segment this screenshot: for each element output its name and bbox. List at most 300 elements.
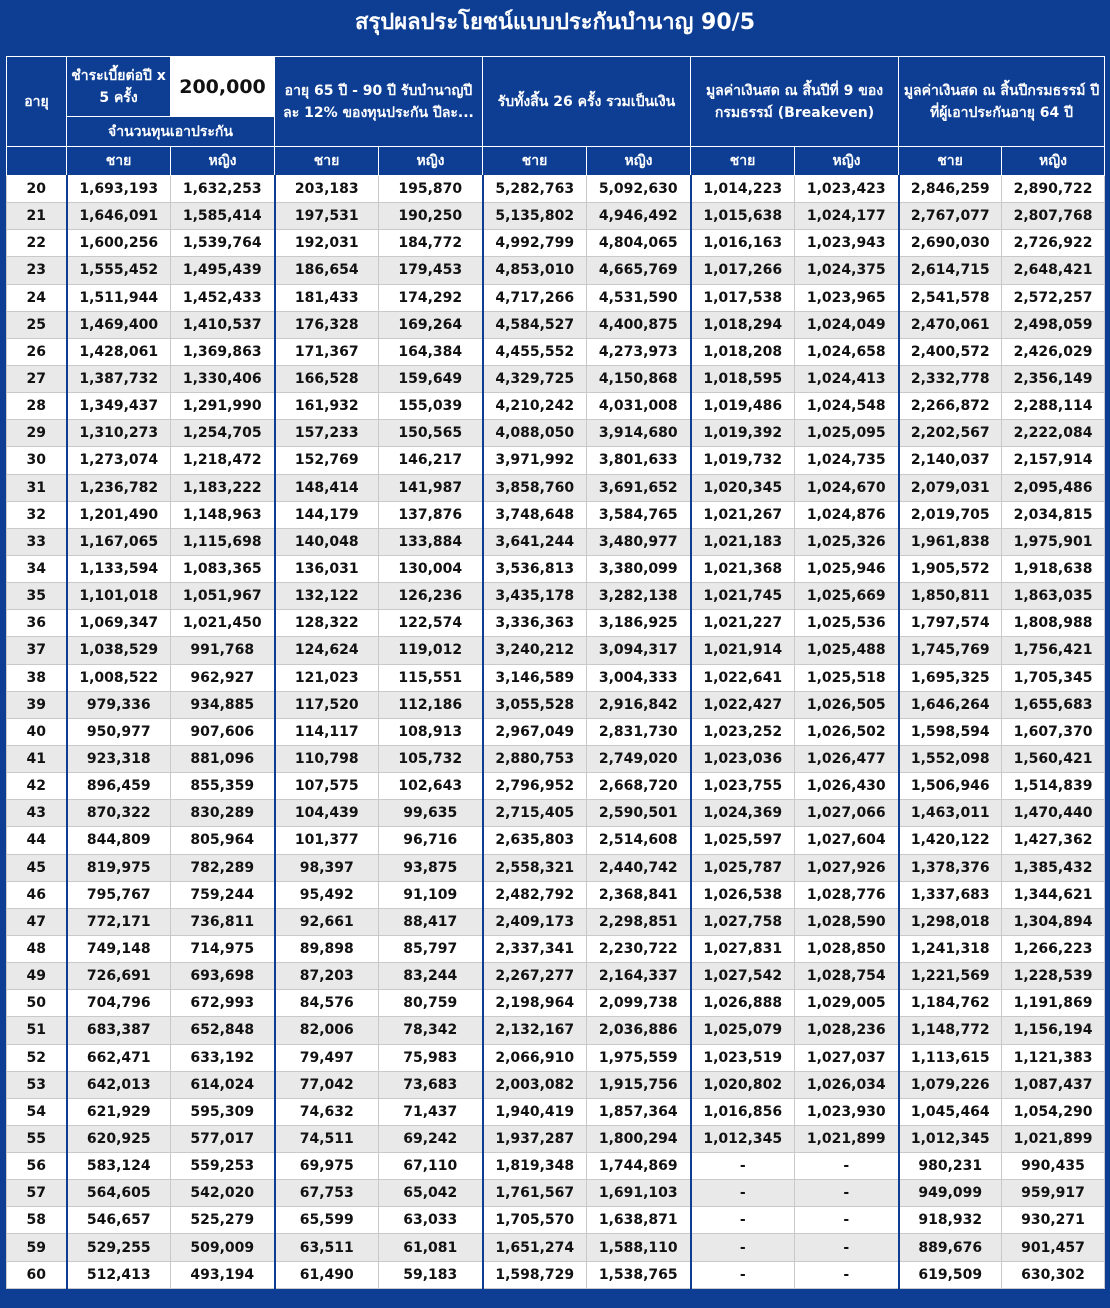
- cell-total-male: 5,282,763: [483, 176, 587, 203]
- cell-cash9-female: -: [795, 1180, 899, 1207]
- cell-annuity-male: 171,367: [275, 338, 379, 365]
- cell-cash64-female: 2,288,114: [1002, 393, 1105, 420]
- cell-cash9-male: 1,023,036: [691, 745, 795, 772]
- cell-cash64-male: 1,646,264: [899, 691, 1002, 718]
- cell-annuity-female: 105,732: [379, 745, 483, 772]
- cell-total-male: 3,240,212: [483, 637, 587, 664]
- cell-annuity-female: 179,453: [379, 257, 483, 284]
- cell-cash9-male: 1,020,802: [691, 1071, 795, 1098]
- cell-premium-female: 714,975: [171, 935, 275, 962]
- cell-cash9-female: 1,026,502: [795, 718, 899, 745]
- cell-cash64-male: 1,745,769: [899, 637, 1002, 664]
- cell-cash64-female: 1,560,421: [1002, 745, 1105, 772]
- cell-cash64-female: 1,156,194: [1002, 1017, 1105, 1044]
- cell-total-female: 1,691,103: [587, 1180, 691, 1207]
- cell-premium-female: 759,244: [171, 881, 275, 908]
- cell-total-male: 2,003,082: [483, 1071, 587, 1098]
- cell-annuity-male: 197,531: [275, 203, 379, 230]
- cell-total-female: 2,099,738: [587, 990, 691, 1017]
- cell-total-male: 2,409,173: [483, 908, 587, 935]
- cell-cash64-male: 1,113,615: [899, 1044, 1002, 1071]
- cell-annuity-female: 73,683: [379, 1071, 483, 1098]
- cell-age: 45: [7, 854, 67, 881]
- cell-age: 49: [7, 963, 67, 990]
- cell-annuity-male: 74,511: [275, 1125, 379, 1152]
- cell-cash64-male: 2,400,572: [899, 338, 1002, 365]
- table-row: [7, 176, 1105, 203]
- cell-age: 56: [7, 1153, 67, 1180]
- cell-total-female: 3,380,099: [587, 555, 691, 582]
- cell-premium-male: 642,013: [67, 1071, 171, 1098]
- cell-total-female: 1,915,756: [587, 1071, 691, 1098]
- cell-premium-male: 1,133,594: [67, 555, 171, 582]
- table-row: [7, 637, 1105, 664]
- cell-annuity-male: 132,122: [275, 583, 379, 610]
- cell-premium-male: 621,929: [67, 1098, 171, 1125]
- cell-total-female: 4,665,769: [587, 257, 691, 284]
- cell-annuity-female: 184,772: [379, 230, 483, 257]
- cell-cash9-male: 1,021,183: [691, 528, 795, 555]
- cell-annuity-female: 164,384: [379, 338, 483, 365]
- cell-premium-female: 693,698: [171, 963, 275, 990]
- cell-annuity-male: 67,753: [275, 1180, 379, 1207]
- cell-cash64-female: 1,705,345: [1002, 664, 1105, 691]
- cell-cash9-male: -: [691, 1207, 795, 1234]
- cell-total-female: 2,514,608: [587, 827, 691, 854]
- cell-premium-male: 1,646,091: [67, 203, 171, 230]
- cell-annuity-male: 79,497: [275, 1044, 379, 1071]
- cell-premium-female: 1,218,472: [171, 447, 275, 474]
- cell-age: 47: [7, 908, 67, 935]
- cell-cash64-female: 930,271: [1002, 1207, 1105, 1234]
- cell-annuity-female: 195,870: [379, 176, 483, 203]
- cell-age: 54: [7, 1098, 67, 1125]
- cell-cash9-female: 1,025,669: [795, 583, 899, 610]
- cell-annuity-female: 85,797: [379, 935, 483, 962]
- cell-total-female: 2,749,020: [587, 745, 691, 772]
- cell-total-male: 2,132,167: [483, 1017, 587, 1044]
- cell-premium-female: 782,289: [171, 854, 275, 881]
- cell-annuity-female: 174,292: [379, 284, 483, 311]
- cell-cash64-female: 2,426,029: [1002, 338, 1105, 365]
- table-row: [7, 1180, 1105, 1207]
- cell-premium-male: 1,201,490: [67, 501, 171, 528]
- cell-annuity-male: 74,632: [275, 1098, 379, 1125]
- cell-cash64-male: 2,266,872: [899, 393, 1002, 420]
- cell-total-female: 4,531,590: [587, 284, 691, 311]
- cell-cash9-male: 1,021,267: [691, 501, 795, 528]
- table-row: [7, 963, 1105, 990]
- cell-total-male: 4,210,242: [483, 393, 587, 420]
- cell-cash9-male: 1,017,266: [691, 257, 795, 284]
- cell-cash64-female: 2,222,084: [1002, 420, 1105, 447]
- cell-annuity-female: 102,643: [379, 773, 483, 800]
- cell-premium-male: 1,511,944: [67, 284, 171, 311]
- premium-amount: 200,000: [171, 57, 275, 117]
- cell-total-female: 3,004,333: [587, 664, 691, 691]
- cell-cash64-male: 2,690,030: [899, 230, 1002, 257]
- cell-cash9-male: 1,025,597: [691, 827, 795, 854]
- cell-premium-male: 1,349,437: [67, 393, 171, 420]
- cell-premium-male: 896,459: [67, 773, 171, 800]
- cell-annuity-male: 104,439: [275, 800, 379, 827]
- cell-annuity-female: 67,110: [379, 1153, 483, 1180]
- cell-total-female: 1,800,294: [587, 1125, 691, 1152]
- cell-premium-male: 1,693,193: [67, 176, 171, 203]
- cell-cash64-male: 1,241,318: [899, 935, 1002, 962]
- cell-premium-female: 1,585,414: [171, 203, 275, 230]
- cell-premium-female: 934,885: [171, 691, 275, 718]
- cell-age: 42: [7, 773, 67, 800]
- cell-total-male: 1,705,570: [483, 1207, 587, 1234]
- cell-cash64-male: 1,337,683: [899, 881, 1002, 908]
- table-body: [7, 176, 1105, 1289]
- table-row: [7, 935, 1105, 962]
- table-row: [7, 501, 1105, 528]
- cell-total-female: 2,916,842: [587, 691, 691, 718]
- cell-cash9-female: 1,024,876: [795, 501, 899, 528]
- cell-premium-male: 1,008,522: [67, 664, 171, 691]
- cell-annuity-female: 141,987: [379, 474, 483, 501]
- cell-premium-female: 855,359: [171, 773, 275, 800]
- table-row: [7, 257, 1105, 284]
- cell-premium-male: 583,124: [67, 1153, 171, 1180]
- cell-annuity-male: 128,322: [275, 610, 379, 637]
- female-header: หญิง: [587, 147, 691, 176]
- table-row: [7, 230, 1105, 257]
- cell-premium-female: 1,369,863: [171, 338, 275, 365]
- cell-total-male: 4,992,799: [483, 230, 587, 257]
- cell-premium-male: 1,038,529: [67, 637, 171, 664]
- cell-cash64-male: 889,676: [899, 1234, 1002, 1261]
- cell-cash9-female: 1,024,375: [795, 257, 899, 284]
- cell-cash9-female: 1,025,946: [795, 555, 899, 582]
- cell-premium-female: 559,253: [171, 1153, 275, 1180]
- cell-cash9-male: 1,023,755: [691, 773, 795, 800]
- cell-annuity-female: 137,876: [379, 501, 483, 528]
- cell-annuity-female: 69,242: [379, 1125, 483, 1152]
- cell-cash9-female: 1,023,930: [795, 1098, 899, 1125]
- table-row: [7, 800, 1105, 827]
- cell-cash64-male: 1,552,098: [899, 745, 1002, 772]
- cell-cash64-female: 2,572,257: [1002, 284, 1105, 311]
- cell-premium-female: 907,606: [171, 718, 275, 745]
- cell-cash9-female: 1,024,177: [795, 203, 899, 230]
- cell-total-male: 1,651,274: [483, 1234, 587, 1261]
- cell-premium-male: 1,069,347: [67, 610, 171, 637]
- cell-total-male: 4,853,010: [483, 257, 587, 284]
- cell-cash9-male: 1,026,538: [691, 881, 795, 908]
- cell-total-male: 4,584,527: [483, 311, 587, 338]
- cell-age: 50: [7, 990, 67, 1017]
- cell-age: 23: [7, 257, 67, 284]
- cell-age: 37: [7, 637, 67, 664]
- cell-cash64-male: 1,378,376: [899, 854, 1002, 881]
- table-row: [7, 311, 1105, 338]
- cell-annuity-female: 59,183: [379, 1261, 483, 1288]
- cell-age: 27: [7, 365, 67, 392]
- cell-total-male: 2,337,341: [483, 935, 587, 962]
- cell-cash9-male: 1,018,208: [691, 338, 795, 365]
- cell-cash9-male: 1,022,641: [691, 664, 795, 691]
- cell-premium-male: 564,605: [67, 1180, 171, 1207]
- cell-cash9-female: -: [795, 1261, 899, 1288]
- cell-annuity-male: 69,975: [275, 1153, 379, 1180]
- cell-cash9-female: 1,024,548: [795, 393, 899, 420]
- cell-cash64-female: 1,655,683: [1002, 691, 1105, 718]
- cell-annuity-female: 91,109: [379, 881, 483, 908]
- cell-cash64-female: 990,435: [1002, 1153, 1105, 1180]
- cell-age: 22: [7, 230, 67, 257]
- cell-premium-male: 620,925: [67, 1125, 171, 1152]
- cell-cash64-female: 1,228,539: [1002, 963, 1105, 990]
- cell-annuity-female: 169,264: [379, 311, 483, 338]
- cell-premium-male: 1,236,782: [67, 474, 171, 501]
- cell-premium-female: 1,632,253: [171, 176, 275, 203]
- table-row: [7, 745, 1105, 772]
- cell-cash64-female: 1,054,290: [1002, 1098, 1105, 1125]
- cell-total-female: 4,031,008: [587, 393, 691, 420]
- table-row: [7, 555, 1105, 582]
- cell-cash64-female: 1,756,421: [1002, 637, 1105, 664]
- cell-annuity-male: 144,179: [275, 501, 379, 528]
- table-row: [7, 1153, 1105, 1180]
- cell-age: 30: [7, 447, 67, 474]
- cell-total-female: 3,282,138: [587, 583, 691, 610]
- cell-cash64-female: 1,266,223: [1002, 935, 1105, 962]
- table-row: [7, 393, 1105, 420]
- cell-total-male: 1,819,348: [483, 1153, 587, 1180]
- cell-premium-female: 991,768: [171, 637, 275, 664]
- cell-premium-female: 1,148,963: [171, 501, 275, 528]
- cell-annuity-female: 78,342: [379, 1017, 483, 1044]
- cell-premium-male: 1,101,018: [67, 583, 171, 610]
- cell-cash9-male: 1,025,079: [691, 1017, 795, 1044]
- cell-premium-male: 979,336: [67, 691, 171, 718]
- cell-premium-male: 1,273,074: [67, 447, 171, 474]
- cell-age: 21: [7, 203, 67, 230]
- table-row: [7, 881, 1105, 908]
- cell-premium-male: 529,255: [67, 1234, 171, 1261]
- table-row: [7, 827, 1105, 854]
- cell-premium-male: 1,469,400: [67, 311, 171, 338]
- cell-annuity-male: 114,117: [275, 718, 379, 745]
- cell-cash64-female: 1,863,035: [1002, 583, 1105, 610]
- male-header: ชาย: [275, 147, 379, 176]
- cell-total-male: 5,135,802: [483, 203, 587, 230]
- cell-age: 40: [7, 718, 67, 745]
- cell-total-female: 1,588,110: [587, 1234, 691, 1261]
- cell-premium-male: 546,657: [67, 1207, 171, 1234]
- cell-premium-male: 772,171: [67, 908, 171, 935]
- cell-age: 58: [7, 1207, 67, 1234]
- cell-cash9-female: -: [795, 1153, 899, 1180]
- cell-cash64-male: 1,079,226: [899, 1071, 1002, 1098]
- cell-total-male: 2,198,964: [483, 990, 587, 1017]
- cell-cash9-male: 1,023,252: [691, 718, 795, 745]
- cell-total-female: 2,036,886: [587, 1017, 691, 1044]
- cell-cash9-female: 1,026,430: [795, 773, 899, 800]
- cell-annuity-male: 98,397: [275, 854, 379, 881]
- cell-annuity-male: 181,433: [275, 284, 379, 311]
- cell-age: 60: [7, 1261, 67, 1288]
- cell-cash9-male: -: [691, 1153, 795, 1180]
- cell-cash64-female: 1,808,988: [1002, 610, 1105, 637]
- cell-premium-male: 844,809: [67, 827, 171, 854]
- cell-annuity-male: 101,377: [275, 827, 379, 854]
- cell-age: 48: [7, 935, 67, 962]
- cell-cash9-female: 1,021,899: [795, 1125, 899, 1152]
- cell-annuity-female: 71,437: [379, 1098, 483, 1125]
- table-row: [7, 365, 1105, 392]
- cell-annuity-male: 107,575: [275, 773, 379, 800]
- cell-premium-female: 1,021,450: [171, 610, 275, 637]
- cell-premium-female: 652,848: [171, 1017, 275, 1044]
- cell-cash9-female: 1,026,477: [795, 745, 899, 772]
- cell-cash9-male: 1,019,392: [691, 420, 795, 447]
- cell-annuity-male: 186,654: [275, 257, 379, 284]
- cell-cash64-male: 1,850,811: [899, 583, 1002, 610]
- cell-total-female: 3,186,925: [587, 610, 691, 637]
- cell-annuity-female: 112,186: [379, 691, 483, 718]
- cell-total-female: 2,668,720: [587, 773, 691, 800]
- cell-cash9-female: 1,027,604: [795, 827, 899, 854]
- cell-cash64-female: 1,344,621: [1002, 881, 1105, 908]
- cell-cash9-female: 1,024,735: [795, 447, 899, 474]
- cell-cash64-female: 1,087,437: [1002, 1071, 1105, 1098]
- cell-annuity-female: 159,649: [379, 365, 483, 392]
- cell-annuity-female: 133,884: [379, 528, 483, 555]
- cell-cash64-female: 2,648,421: [1002, 257, 1105, 284]
- table-row: [7, 1044, 1105, 1071]
- cell-premium-female: 525,279: [171, 1207, 275, 1234]
- cell-annuity-female: 126,236: [379, 583, 483, 610]
- cell-cash64-female: 1,975,901: [1002, 528, 1105, 555]
- cell-cash9-male: 1,022,427: [691, 691, 795, 718]
- cell-total-male: 4,717,266: [483, 284, 587, 311]
- cell-age: 26: [7, 338, 67, 365]
- cell-cash64-male: 1,463,011: [899, 800, 1002, 827]
- cell-annuity-male: 176,328: [275, 311, 379, 338]
- cell-total-male: 4,329,725: [483, 365, 587, 392]
- cell-cash64-male: 2,470,061: [899, 311, 1002, 338]
- cell-cash64-female: 1,121,383: [1002, 1044, 1105, 1071]
- cell-cash64-male: 619,509: [899, 1261, 1002, 1288]
- cell-cash64-male: 980,231: [899, 1153, 1002, 1180]
- table-row: [7, 1234, 1105, 1261]
- cell-annuity-female: 83,244: [379, 963, 483, 990]
- table-row: [7, 1098, 1105, 1125]
- cell-cash9-female: 1,025,326: [795, 528, 899, 555]
- cell-cash9-male: 1,016,163: [691, 230, 795, 257]
- cell-premium-male: 819,975: [67, 854, 171, 881]
- cell-cash64-male: 2,767,077: [899, 203, 1002, 230]
- cell-premium-female: 633,192: [171, 1044, 275, 1071]
- cell-cash9-male: 1,012,345: [691, 1125, 795, 1152]
- cell-annuity-male: 161,932: [275, 393, 379, 420]
- cell-premium-male: 662,471: [67, 1044, 171, 1071]
- cell-age: 44: [7, 827, 67, 854]
- cell-cash9-female: 1,025,536: [795, 610, 899, 637]
- cell-cash9-female: 1,025,518: [795, 664, 899, 691]
- cell-cash64-male: 1,420,122: [899, 827, 1002, 854]
- cell-premium-male: 749,148: [67, 935, 171, 962]
- cell-annuity-male: 136,031: [275, 555, 379, 582]
- sum-insured-header: จำนวนทุนเอาประกัน: [67, 117, 275, 147]
- cell-annuity-male: 117,520: [275, 691, 379, 718]
- cell-cash64-female: 1,470,440: [1002, 800, 1105, 827]
- cell-cash64-male: 1,045,464: [899, 1098, 1002, 1125]
- cell-annuity-female: 99,635: [379, 800, 483, 827]
- cell-annuity-male: 87,203: [275, 963, 379, 990]
- cell-cash64-female: 901,457: [1002, 1234, 1105, 1261]
- cell-cash64-male: 2,140,037: [899, 447, 1002, 474]
- female-header: หญิง: [795, 147, 899, 176]
- cell-age: 31: [7, 474, 67, 501]
- cell-total-male: 4,088,050: [483, 420, 587, 447]
- cell-total-male: 3,055,528: [483, 691, 587, 718]
- cell-premium-female: 1,330,406: [171, 365, 275, 392]
- male-header: ชาย: [483, 147, 587, 176]
- cell-cash9-female: 1,025,095: [795, 420, 899, 447]
- cell-cash9-male: 1,014,223: [691, 176, 795, 203]
- cell-annuity-female: 108,913: [379, 718, 483, 745]
- cell-annuity-female: 155,039: [379, 393, 483, 420]
- cell-total-female: 1,744,869: [587, 1153, 691, 1180]
- cell-cash64-male: 1,797,574: [899, 610, 1002, 637]
- cell-total-male: 3,858,760: [483, 474, 587, 501]
- cell-cash9-male: -: [691, 1180, 795, 1207]
- cell-cash64-male: 1,012,345: [899, 1125, 1002, 1152]
- cell-cash64-male: 2,541,578: [899, 284, 1002, 311]
- table-row: [7, 691, 1105, 718]
- table-row: [7, 1017, 1105, 1044]
- cell-cash64-male: 2,332,778: [899, 365, 1002, 392]
- cell-premium-male: 1,167,065: [67, 528, 171, 555]
- cell-age: 39: [7, 691, 67, 718]
- cell-cash64-female: 2,498,059: [1002, 311, 1105, 338]
- cell-cash9-female: 1,028,236: [795, 1017, 899, 1044]
- cell-cash9-male: 1,017,538: [691, 284, 795, 311]
- cell-cash64-male: 1,221,569: [899, 963, 1002, 990]
- cell-cash9-male: -: [691, 1234, 795, 1261]
- cell-total-female: 4,400,875: [587, 311, 691, 338]
- cell-annuity-male: 121,023: [275, 664, 379, 691]
- cell-annuity-female: 93,875: [379, 854, 483, 881]
- cell-annuity-male: 124,624: [275, 637, 379, 664]
- female-header: หญิง: [379, 147, 483, 176]
- cash-value-year9-header: มูลค่าเงินสด ณ สิ้นปีที่ 9 ของกรมธรรม์ (Breakeven): [691, 57, 899, 147]
- cell-annuity-female: 122,574: [379, 610, 483, 637]
- cell-premium-male: 512,413: [67, 1261, 171, 1288]
- male-header: ชาย: [67, 147, 171, 176]
- cell-cash9-female: 1,024,049: [795, 311, 899, 338]
- cell-annuity-male: 82,006: [275, 1017, 379, 1044]
- cell-cash64-male: 1,148,772: [899, 1017, 1002, 1044]
- cell-age: 29: [7, 420, 67, 447]
- cell-premium-female: 962,927: [171, 664, 275, 691]
- cell-premium-male: 870,322: [67, 800, 171, 827]
- cell-total-female: 2,298,851: [587, 908, 691, 935]
- cell-premium-male: 1,387,732: [67, 365, 171, 392]
- cell-annuity-male: 157,233: [275, 420, 379, 447]
- cell-cash9-male: 1,024,369: [691, 800, 795, 827]
- cell-total-male: 3,435,178: [483, 583, 587, 610]
- cell-cash64-female: 1,021,899: [1002, 1125, 1105, 1152]
- cell-annuity-female: 63,033: [379, 1207, 483, 1234]
- cell-annuity-male: 110,798: [275, 745, 379, 772]
- cell-premium-female: 595,309: [171, 1098, 275, 1125]
